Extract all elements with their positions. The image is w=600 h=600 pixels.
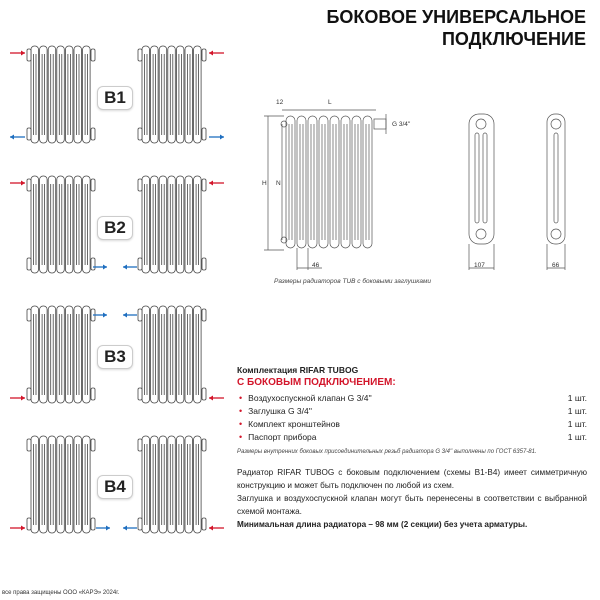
dim-L: L bbox=[328, 99, 332, 106]
radiator-left bbox=[27, 306, 95, 403]
kit-note: Размеры внутренних боковых присоединительных резьб радиатора G 3/4'' выполнены по ГОСТ 6357-81. bbox=[237, 449, 537, 455]
bullet-icon: • bbox=[239, 418, 243, 429]
scheme-label-b2: B2 bbox=[97, 216, 133, 240]
kit-item bbox=[237, 430, 587, 443]
return-arrow-icon bbox=[209, 135, 224, 140]
kit-item bbox=[237, 391, 587, 404]
kit-item-name: Комплект кронштейнов bbox=[248, 418, 340, 429]
return-arrow-icon bbox=[123, 313, 137, 318]
radiator-right bbox=[138, 306, 206, 403]
description-p2: Заглушка и воздухоспускной клапан могут быть перенесены в соответствии с выбранной схемой монтажа. bbox=[237, 494, 587, 516]
radiator-right bbox=[138, 46, 206, 143]
kit-item bbox=[237, 417, 587, 430]
bullet-icon: • bbox=[239, 392, 243, 403]
supply-arrow-icon bbox=[10, 526, 25, 531]
kit-item-qty: 1 шт. bbox=[567, 392, 587, 403]
kit-item-qty: 1 шт. bbox=[567, 431, 587, 442]
kit-item bbox=[237, 404, 587, 417]
dimension-drawing bbox=[240, 90, 600, 280]
radiator-left bbox=[27, 46, 95, 143]
dim-H: H bbox=[262, 180, 267, 187]
return-arrow-icon bbox=[96, 526, 110, 531]
description-p1: Радиатор RIFAR TUBOG с боковым подключением (схемы B1-B4) имеет симметричную конструкцию и может быть подключен по любой из схем. bbox=[237, 468, 587, 490]
dim-46: 46 bbox=[312, 262, 320, 269]
kit-heading: Комплектация RIFAR TUBOG bbox=[237, 365, 359, 375]
return-arrow-icon bbox=[123, 526, 137, 531]
scheme-label-b1: B1 bbox=[97, 86, 133, 110]
kit-subheading: С БОКОВЫМ ПОДКЛЮЧЕНИЕМ: bbox=[237, 377, 396, 388]
return-arrow-icon bbox=[10, 135, 25, 140]
dim-107: 107 bbox=[474, 262, 485, 269]
supply-arrow-icon bbox=[10, 181, 25, 186]
thread-label: G 3/4'' bbox=[392, 121, 411, 128]
supply-arrow-icon bbox=[209, 526, 224, 531]
supply-arrow-icon bbox=[10, 396, 25, 401]
supply-arrow-icon bbox=[209, 396, 224, 401]
description bbox=[237, 466, 587, 531]
copyright: все права защищены ООО «КАРЭ» 2024г. bbox=[2, 590, 120, 596]
bullet-icon: • bbox=[239, 405, 243, 416]
dim-66: 66 bbox=[552, 262, 560, 269]
kit-item-qty: 1 шт. bbox=[567, 405, 587, 416]
supply-arrow-icon bbox=[10, 51, 25, 56]
radiator-right bbox=[138, 436, 206, 533]
bullet-icon: • bbox=[239, 431, 243, 442]
kit-item-qty: 1 шт. bbox=[567, 418, 587, 429]
kit-item-name: Воздухоспускной клапан G 3/4'' bbox=[248, 392, 372, 403]
dim-12: 12 bbox=[276, 99, 284, 106]
supply-arrow-icon bbox=[209, 181, 224, 186]
dim-N: N bbox=[276, 180, 281, 187]
supply-arrow-icon bbox=[209, 51, 224, 56]
radiator-left bbox=[27, 436, 95, 533]
radiator-right bbox=[138, 176, 206, 273]
radiator-left bbox=[27, 176, 95, 273]
kit-section bbox=[237, 365, 587, 455]
scheme-label-b4: B4 bbox=[97, 475, 133, 499]
scheme-label-b3: B3 bbox=[97, 345, 133, 369]
drawing-caption: Размеры радиаторов TUB с боковыми заглушками bbox=[274, 278, 432, 285]
kit-item-name: Паспорт прибора bbox=[248, 431, 317, 442]
return-arrow-icon bbox=[123, 265, 137, 270]
kit-item-name: Заглушка G 3/4'' bbox=[248, 405, 312, 416]
description-p3: Минимальная длина радиатора – 98 мм (2 секции) без учета арматуры. bbox=[237, 520, 528, 529]
page-title: БОКОВОЕ УНИВЕРСАЛЬНОЕ ПОДКЛЮЧЕНИЕ bbox=[326, 7, 586, 49]
